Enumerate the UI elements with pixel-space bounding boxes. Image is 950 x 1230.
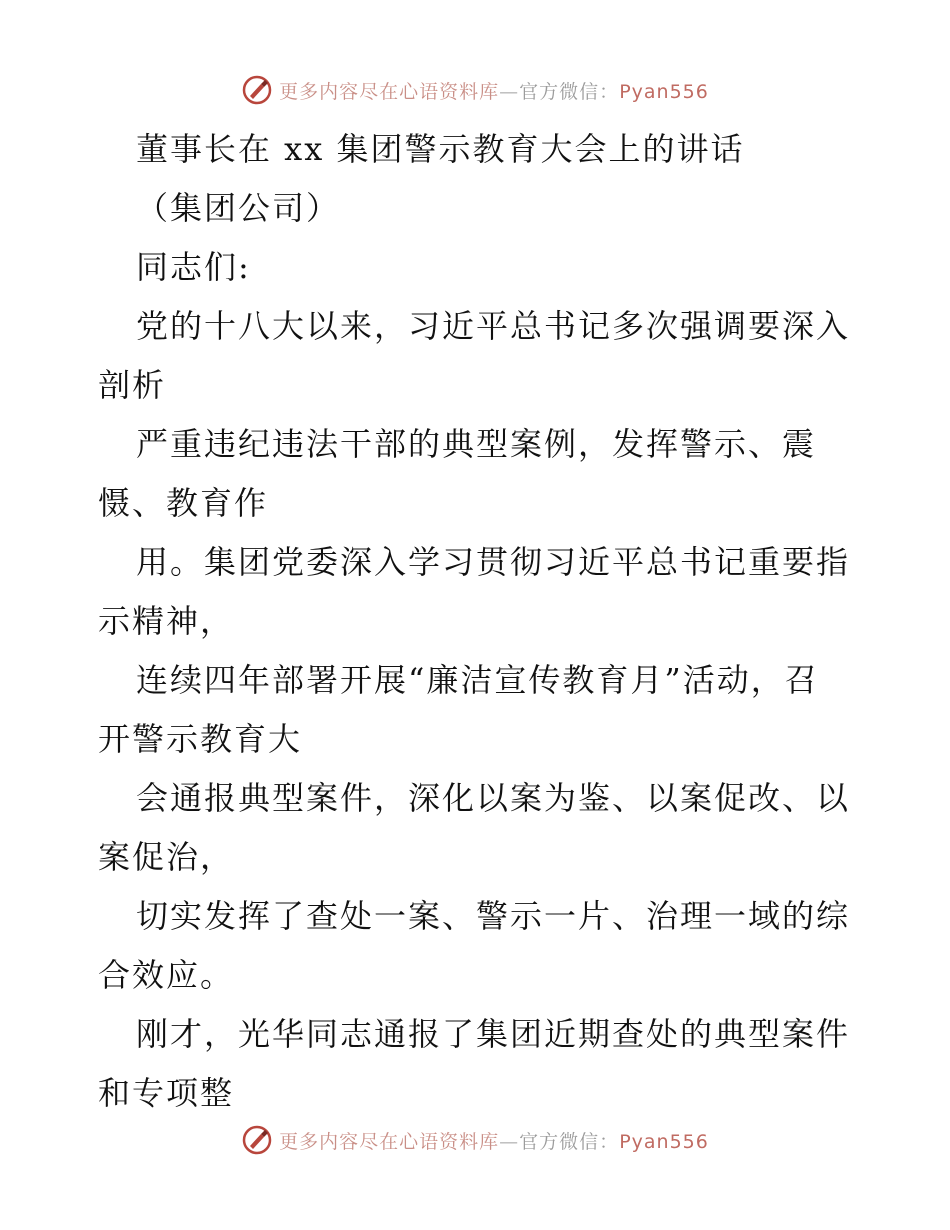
text-line: 切实发挥了查处一案、警示一片、治理一域的综 bbox=[136, 897, 851, 935]
footer-watermark bbox=[0, 1120, 950, 1160]
watermark-text bbox=[279, 77, 709, 104]
text-line: 案促治， bbox=[98, 838, 235, 876]
text-line: 连续四年部署开展“廉洁宣传教育月”活动，召 bbox=[136, 661, 819, 699]
watermark-label: 官方微信： bbox=[519, 1130, 620, 1153]
document-body bbox=[98, 120, 858, 1123]
watermark-dash: — bbox=[499, 80, 520, 103]
text-line: 开警示教育大 bbox=[98, 720, 303, 758]
text-line: 会通报典型案件，深化以案为鉴、以案促改、以 bbox=[136, 779, 851, 817]
watermark-main: 更多内容尽在心语资料库 bbox=[279, 80, 500, 103]
watermark-id: Pyan556 bbox=[619, 80, 709, 103]
watermark-id: Pyan556 bbox=[619, 1130, 709, 1153]
text-line: 严重违纪违法干部的典型案例，发挥警示、震 bbox=[136, 425, 817, 463]
logo-icon bbox=[241, 74, 273, 106]
watermark-dash: — bbox=[499, 1130, 520, 1153]
text-line: 合效应。 bbox=[98, 956, 235, 994]
logo-icon bbox=[241, 1124, 273, 1156]
text-line: 和专项整 bbox=[98, 1074, 235, 1112]
header-watermark bbox=[0, 70, 950, 110]
text-line: 同志们: bbox=[136, 248, 251, 286]
text-line: 示精神， bbox=[98, 602, 235, 640]
watermark-text bbox=[279, 1127, 709, 1154]
text-line: （集团公司） bbox=[136, 189, 341, 227]
text-line: 刚才，光华同志通报了集团近期查处的典型案件 bbox=[136, 1015, 851, 1053]
watermark-label: 官方微信： bbox=[519, 80, 620, 103]
text-line: 党的十八大以来，习近平总书记多次强调要深入 bbox=[136, 307, 851, 345]
text-line: 董事长在 xx 集团警示教育大会上的讲话 bbox=[136, 130, 745, 168]
text-line: 剖析 bbox=[98, 366, 167, 404]
text-line: 用。集团党委深入学习贯彻习近平总书记重要指 bbox=[136, 543, 851, 581]
watermark-main: 更多内容尽在心语资料库 bbox=[279, 1130, 500, 1153]
text-line: 慑、教育作 bbox=[98, 484, 269, 522]
